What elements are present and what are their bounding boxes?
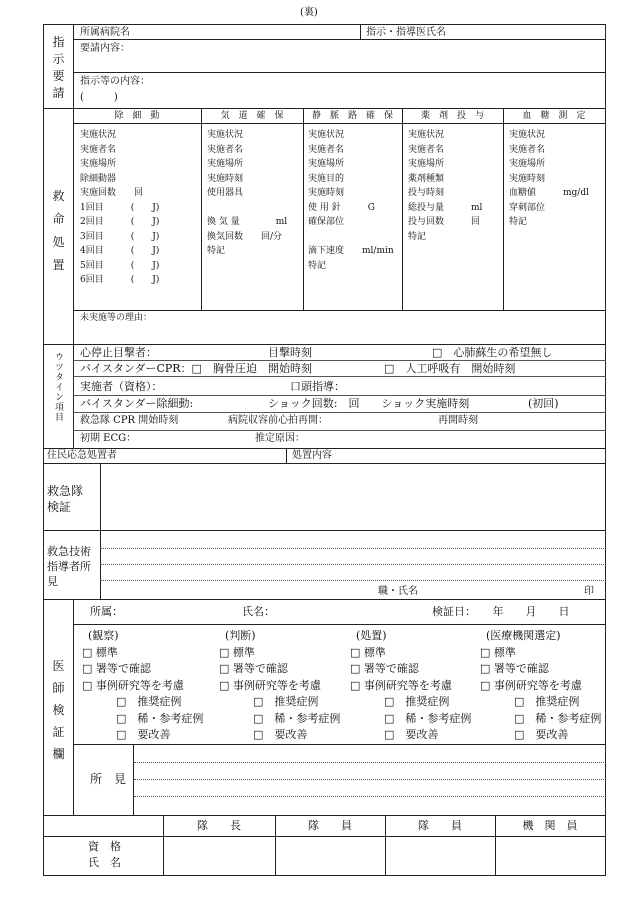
treatment-side-label: 救命処置 bbox=[52, 189, 65, 272]
performer-qualification: 実施者（資格）： bbox=[80, 380, 163, 393]
defibrillation-items: 実施状況 実施者名 実施場所 除細動器 実施回数 回 1回目 ( J) 2回目 ( J) 3回目 ( J) 4回目 ( J) 5回目 ( J) 6回目 ( J) bbox=[80, 130, 160, 285]
citizen-first-aid-label: 住民応急処置者 bbox=[47, 450, 117, 461]
doctor-name-label: 指示・指導医氏名 bbox=[366, 27, 446, 38]
instruction-side-label: 指示要請 bbox=[52, 35, 65, 100]
opinion-label: 所 見 bbox=[90, 772, 127, 786]
group-hospital-selection: (医療機関選定) □ 標準 □ 署等で確認 □ 事例研究等を考慮 □ 推奨症例 □ 稀・参考症例 □ 要改善 bbox=[480, 629, 602, 741]
affiliation-label: 所属： bbox=[90, 605, 123, 618]
verbal-guidance: 口頭指導： bbox=[290, 380, 345, 393]
group-judgment: (判断) □ 標準 □ 署等で確認 □ 事例研究等を考慮 □ 推奨症例 □ 稀・参考症例 □ 要改善 bbox=[219, 629, 341, 741]
directive-paren: ( ) bbox=[80, 92, 118, 103]
first-aid-content-label: 処置内容 bbox=[292, 450, 332, 461]
airway-items: 実施状況 実施者名 実施場所 実施時刻 使用器具 換 気 量 ml 換気回数 回/分 特記 bbox=[207, 130, 288, 256]
verification-date-label: 検証日： 年 月 日 bbox=[432, 605, 570, 618]
shock-count-time: ショック回数: 回 ショック実施時刻 bbox=[268, 397, 470, 410]
team-verification-label: 救急隊検証 bbox=[47, 484, 84, 514]
group-observation: (観察) □ 標準 □ 署等で確認 □ 事例研究等を考慮 □ 推奨症例 □ 稀・参考症例 □ 要改善 bbox=[82, 629, 204, 741]
initial-ecg: 初期 ECG： bbox=[80, 433, 137, 444]
qualification-row-label: 資 格 bbox=[88, 840, 121, 853]
col-header-defibrillation: 除 細 動 bbox=[114, 111, 160, 121]
name-row-label: 氏 名 bbox=[88, 856, 121, 869]
glucose-items: 実施状況 実施者名 実施場所 実施時刻 血糖値 mg/dl 穿刺部位 特記 bbox=[509, 130, 589, 227]
doctor-name-field-label: 氏名： bbox=[242, 605, 275, 618]
ems-cpr-start: 救急隊 CPR 開始時刻 bbox=[80, 415, 179, 426]
witness-time: 目撃時刻 bbox=[268, 346, 312, 359]
rosc-before-hospital: 病院収容前心拍再開： bbox=[228, 415, 328, 426]
col-header-drug: 薬 剤 投 与 bbox=[420, 111, 484, 121]
technical-instructor-label: 救急技術指導者所見 bbox=[47, 545, 91, 588]
col-header-iv: 静 脈 路 確 保 bbox=[311, 111, 393, 121]
rescue-breathing: □ 人工呼吸有 開始時刻 bbox=[384, 362, 516, 375]
directive-content-label: 指示等の内容： bbox=[80, 76, 150, 87]
cardiac-arrest-witness: 心停止目撃者： bbox=[80, 346, 157, 359]
position-name-label: 職・氏名 bbox=[378, 586, 418, 597]
seal-mark: 印 bbox=[584, 586, 594, 597]
shock-first: (初回) bbox=[528, 397, 559, 410]
col-header-airway: 気 道 確 保 bbox=[220, 111, 284, 121]
utstein-side-label: ウツタイン項目 bbox=[53, 352, 63, 422]
col-header-glucose: 血 糖 測 定 bbox=[522, 111, 586, 121]
role-header-member-1: 隊 員 bbox=[308, 819, 352, 832]
request-content-label: 要請内容： bbox=[80, 43, 130, 54]
no-cpr-wish: □ 心肺蘇生の希望無し bbox=[432, 346, 553, 359]
doctor-verification-side-label: 医師検証欄 bbox=[52, 659, 65, 761]
role-header-captain: 隊 長 bbox=[197, 819, 241, 832]
drug-items: 実施状況 実施者名 実施場所 薬剤種類 投与時刻 総投与量 ml 投与回数 回 特記 bbox=[408, 130, 483, 242]
group-treatment: (処置) □ 標準 □ 署等で確認 □ 事例研究等を考慮 □ 推奨症例 □ 稀・参考症例 □ 要改善 bbox=[350, 629, 472, 741]
iv-items: 実施状況 実施者名 実施場所 実施目的 実施時刻 使 用 針 G 確保部位 滴下速度 ml/min 特記 bbox=[308, 130, 394, 271]
page-label: (裏) bbox=[300, 7, 318, 18]
bystander-defibrillation: バイスタンダー除細動: bbox=[80, 397, 194, 410]
hospital-name-label: 所属病院名 bbox=[80, 27, 130, 38]
resumption-time: 再開時刻 bbox=[438, 415, 478, 426]
role-header-member-2: 隊 員 bbox=[418, 819, 462, 832]
presumed-cause: 推定原因： bbox=[255, 433, 305, 444]
not-performed-reason: 未実施等の理由： bbox=[80, 313, 153, 323]
role-header-engineer: 機 関 員 bbox=[522, 819, 578, 832]
bystander-cpr: バイスタンダーCPR：□ 胸骨圧迫 開始時刻 bbox=[80, 362, 312, 375]
